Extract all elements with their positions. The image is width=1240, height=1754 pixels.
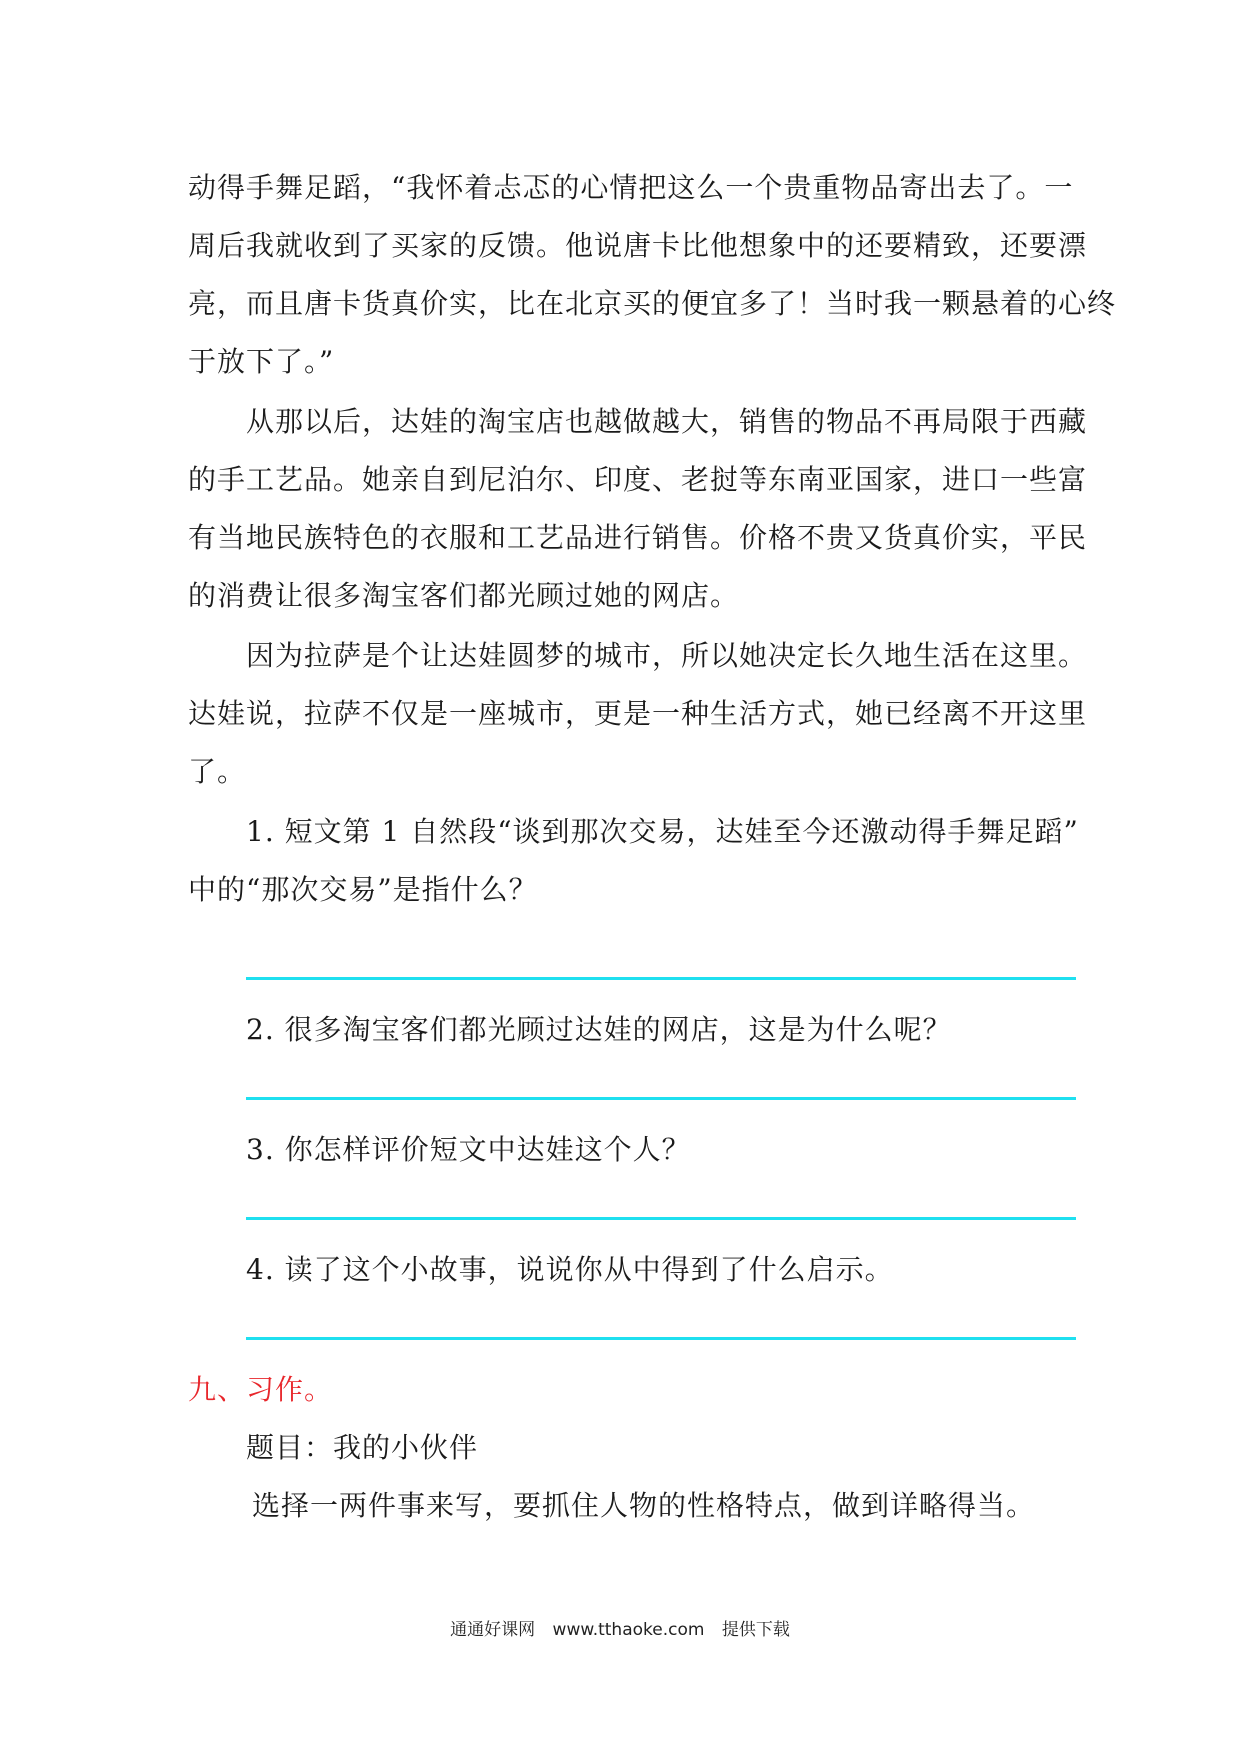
footer-site-name: 通通好课网 [450, 1620, 536, 1640]
paragraph-3-line-3: 了。 [188, 755, 247, 788]
question-2: 2. 很多淘宝客们都光顾过达娃的网店，这是为什么呢？ [246, 1013, 952, 1046]
paragraph-2-line-4: 的消费让很多淘宝客们都光顾过她的网店。 [188, 579, 740, 612]
paragraph-1-line-2: 周后我就收到了买家的反馈。他说唐卡比他想象中的还要精致，还要漂 [188, 229, 1088, 262]
paragraph-2-line-3: 有当地民族特色的衣服和工艺品进行销售。价格不贵又货真价实，平民 [188, 521, 1088, 554]
question-4: 4. 读了这个小故事，说说你从中得到了什么启示。 [246, 1253, 894, 1286]
paragraph-1-line-1: 动得手舞足蹈，“我怀着忐忑的心情把这么一个贵重物品寄出去了。一 [188, 171, 1074, 204]
paragraph-2-line-1: 从那以后，达娃的淘宝店也越做越大，销售的物品不再局限于西藏 [246, 405, 1088, 438]
paragraph-3-line-1: 因为拉萨是个让达娃圆梦的城市，所以她决定长久地生活在这里。 [246, 639, 1088, 672]
writing-requirement: 选择一两件事来写，要抓住人物的性格特点，做到详略得当。 [252, 1489, 1036, 1522]
question-3: 3. 你怎样评价短文中达娃这个人？ [246, 1133, 691, 1166]
answer-line-3[interactable] [246, 1217, 1076, 1220]
question-1-line-1: 1. 短文第 1 自然段“谈到那次交易，达娃至今还激动得手舞足蹈” [246, 815, 1079, 848]
footer-note: 提供下载 [721, 1620, 790, 1640]
paragraph-1-line-3: 亮，而且唐卡货真价实，比在北京买的便宜多了！当时我一颗悬着的心终 [188, 287, 1117, 320]
writing-topic: 题目：我的小伙伴 [246, 1431, 479, 1464]
paragraph-3-line-2: 达娃说，拉萨不仅是一座城市，更是一种生活方式，她已经离不开这里 [188, 697, 1088, 730]
footer-url[interactable]: www.tthaoke.com [552, 1620, 705, 1640]
paragraph-1-line-4: 于放下了。” [188, 345, 335, 378]
page-footer [0, 1618, 1240, 1642]
section-title-writing: 九、习作。 [188, 1373, 334, 1406]
answer-line-1[interactable] [246, 977, 1076, 980]
question-1-line-2: 中的“那次交易”是指什么？ [188, 873, 538, 906]
answer-line-4[interactable] [246, 1337, 1076, 1340]
paragraph-2-line-2: 的手工艺品。她亲自到尼泊尔、印度、老挝等东南亚国家，进口一些富 [188, 463, 1088, 496]
answer-line-2[interactable] [246, 1097, 1076, 1100]
